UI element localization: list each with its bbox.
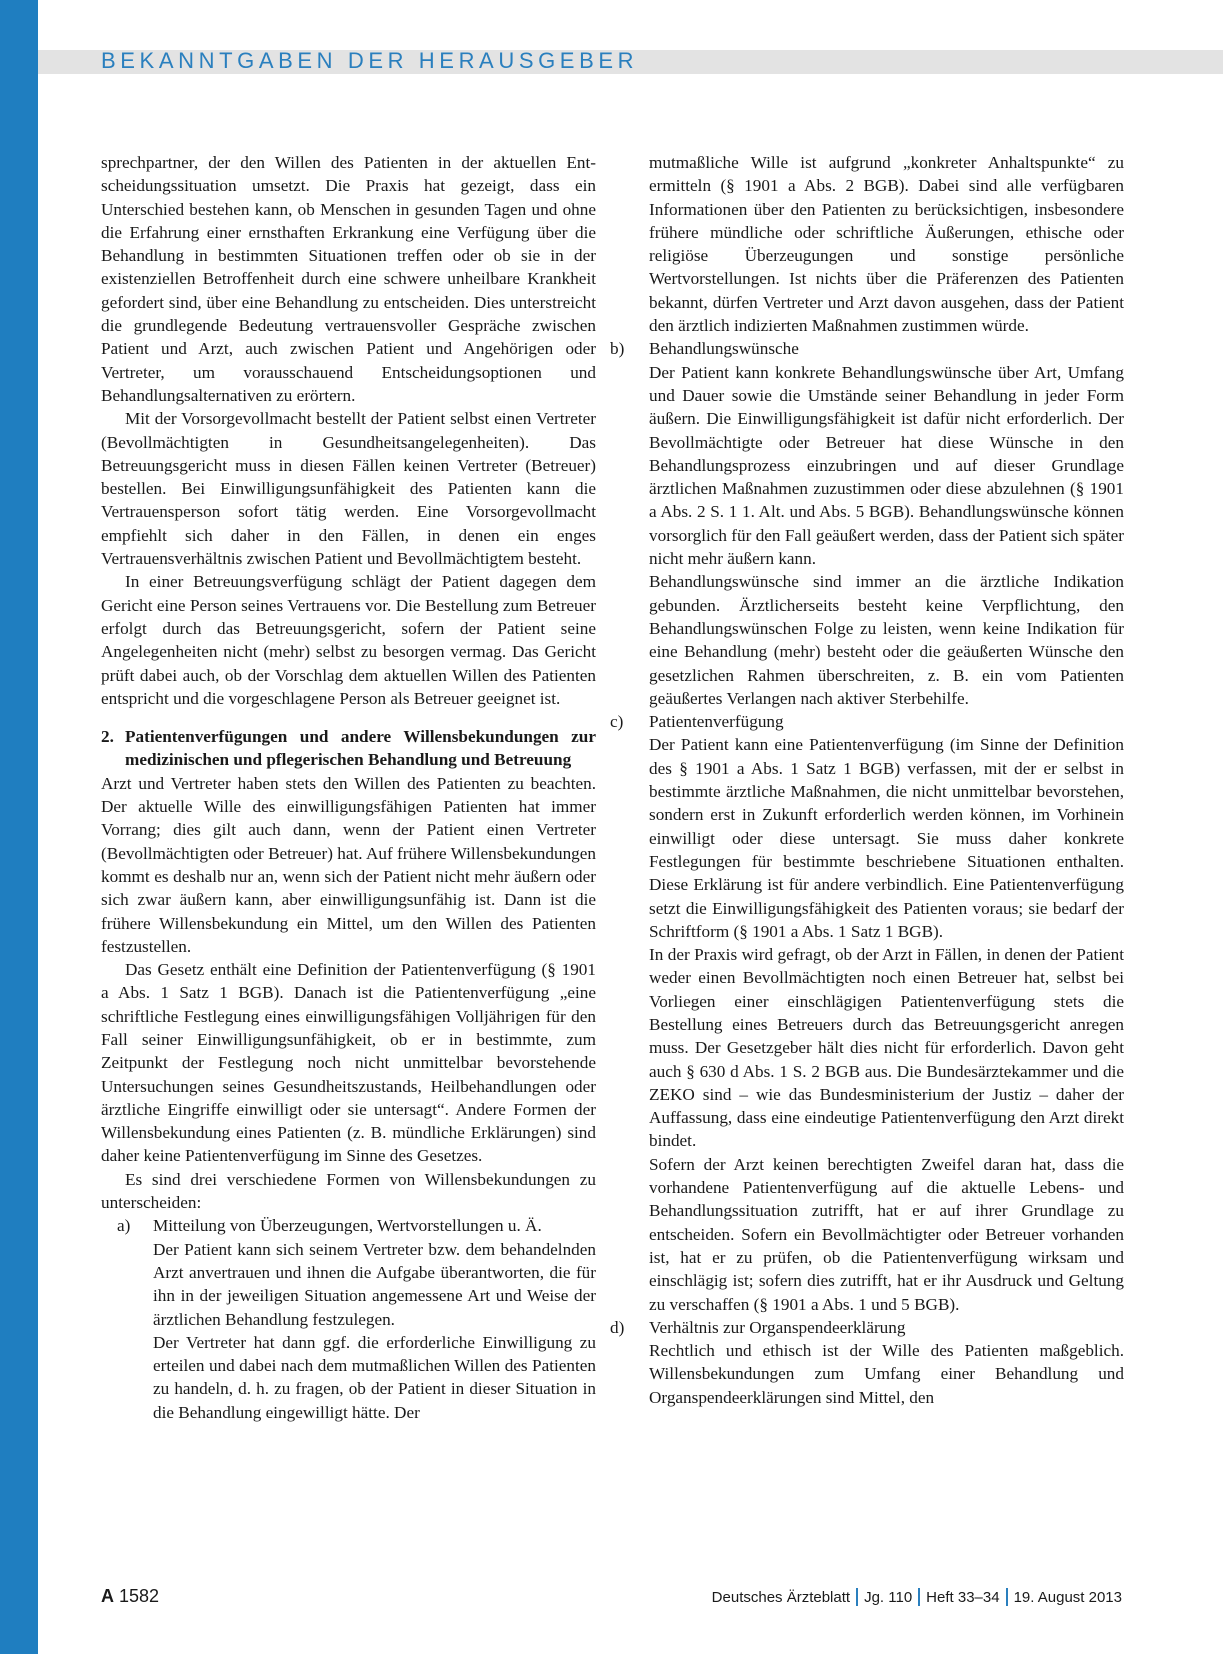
footer-separator	[856, 1588, 858, 1606]
footer-separator	[918, 1588, 920, 1606]
paragraph: Der Patient kann eine Patientenverfügung (im Sinne der Definition des § 1901 a Abs. 1 Satz 1 BGB) verfassen, mit der er selbst in bestimmte ärztliche Maßnahmen, die nicht unmittelbar bevorstehen, sondern erst in Zukunft erforderlich werden können, im Vorhinein einwilligt oder diese untersagt. Sie muss daher konkrete Festlegungen für bestimmte beschriebene Situationen enthalten. Diese Erklärung ist für andere verbindlich. Eine Patientenverfügung setzt die Einwilligungsfähigkeit des Patienten voraus; sie bedarf der Schriftform (§ 1901 a Abs. 1 Satz 1 BGB).	[649, 735, 1124, 941]
paragraph: Der Patient kann sich seinem Vertreter bzw. dem behandelnden Arzt anvertrauen und ihnen die Aufgabe überantworten, die für ihn in der jeweiligen Situation angemessene Art und Weise der ärztlichen Behandlung festzulegen.	[153, 1239, 596, 1329]
list-item	[610, 1316, 1124, 1409]
list-item-title: Mitteilung von Überzeugungen, Wertvorstellungen u. Ä.	[153, 1216, 542, 1236]
right-column	[610, 151, 1124, 1409]
section-header-title: BEKANNTGABEN DER HERAUSGEBER	[101, 48, 639, 73]
list-item-label: a)	[117, 1216, 131, 1236]
paragraph: In einer Betreuungsverfügung schlägt der Patient dagegen dem Gericht eine Person seines Vertrauens vor. Die Bestellung zum Betreuer erfolgt durch das Betreuungsgericht, sofern der Patient seine Angelegenheiten nicht (mehr) selbst zu besorgen vermag. Das Gericht prüft dabei auch, ob der Vorschlag dem aktuellen Willen des Patienten entspricht und die vorgeschlagene Person als Betreuer geeignet ist.	[101, 572, 596, 708]
left-column	[101, 151, 596, 1424]
page-number-value: 1582	[119, 1586, 160, 1606]
list-item-title: Behandlungswünsche	[649, 339, 799, 359]
list-item-title: Verhältnis zur Organspendeerklärung	[649, 1317, 906, 1337]
paragraph: Arzt und Vertreter haben stets den Willen des Patienten zu beachten. Der aktuelle Wille des einwilligungsfähigen Patienten hat immer Vorrang; dies gilt auch dann, wenn der Patient einen Vertreter (Bevollmächtigten oder Betreuer) hat. Auf frühere Willensbekundungen kommt es deshalb nur an, wenn sich der Patient nicht mehr äußern oder sich zwar äußern kann, aber einwilligungsunfähig ist. Dann ist die frühere Willensbekundung ein Mittel, um den Willen des Patienten festzustellen.	[101, 773, 596, 956]
footer-separator	[1006, 1588, 1008, 1606]
list-item-label: c)	[610, 712, 624, 732]
page-prefix: A	[101, 1586, 114, 1606]
section-title: Patientenverfügungen und andere Willensbekundungen zur medizinischen und pflegerischen Behandlung und Betreuung	[125, 727, 596, 770]
paragraph: Sofern der Arzt keinen berechtigten Zweifel daran hat, dass die vorhandene Patientenverfügung auf die aktuelle Lebens- und Behandlungssituation zutrifft, hat er auf ihrer Grundlage zu entscheiden. Sofern ein Bevollmächtigter oder Betreuer vorhanden ist, hat er zu prüfen, ob die Patientenverfügung wirksam und einschlägig ist; sofern dies zutrifft, hat er ihr Ausdruck und Geltung zu verschaffen (§ 1901 a Abs. 1 und 5 BGB).	[649, 1154, 1124, 1314]
paragraph: mutmaßliche Wille ist aufgrund „konkreter Anhaltspunkte“ zu ermitteln (§ 1901 a Abs. 2 BGB). Dabei sind alle verfügbaren Informationen über den Patienten zu berücksichtigen, insbesondere frühere mündliche oder schriftliche Äußerungen, ethische oder religiöse Überzeugungen und sonstige persönliche Wertvorstellungen. Ist nichts über die Präferenzen des Patienten bekannt, dürfen Vertreter und Arzt davon ausgehen, dass der Patient den ärztlich indizierten Maßnahmen zustimmen würde.	[649, 153, 1124, 336]
forms-list	[101, 1214, 596, 1424]
list-item	[117, 1214, 596, 1424]
list-item-label: d)	[610, 1317, 625, 1337]
paragraph: Das Gesetz enthält eine Definition der Patientenverfügung (§ 1901 a Abs. 1 Satz 1 BGB). Danach ist die Patientenverfügung „eine schriftliche Festlegung eines einwilligungsfähigen Volljährigen für den Fall seiner Einwilligungsunfähigkeit, ob er in bestimmte, zum Zeitpunkt der Festlegung noch nicht unmittelbar bevorstehende Untersuchungen seines Gesundheitszustands, Heilbehandlungen oder ärztliche Eingriffe einwilligt oder sie untersagt“. Andere Formen der Willensbekundung eines Patienten (z. B. mündliche Erklärungen) sind daher keine Patientenverfügung im Sinne des Gesetzes.	[101, 960, 596, 1166]
journal-volume: Jg. 110	[864, 1588, 913, 1606]
paragraph: In der Praxis wird gefragt, ob der Arzt in Fällen, in denen der Patient weder einen Bevollmächtigten noch einen Betreuer hat, selbst bei Vorliegen einer einschlägigen Patientenverfügung stets die Bestellung eines Betreuers durch das Betreuungsgericht anregen muss. Der Gesetzgeber hält dies nicht für erforderlich. Davon geht auch § 630 d Abs. 1 S. 2 BGB aus. Die Bundesärztekammer und die ZEKO sind – wie das Bundesministerium der Justiz – daher der Auffassung, dass eine eindeutige Patientenverfügung den Arzt direkt bindet.	[649, 945, 1124, 1151]
paragraph: Behandlungswünsche sind immer an die ärztliche Indikation gebunden. Ärztlicherseits besteht keine Verpflichtung, den Behandlungswünschen Folge zu leisten, wenn keine Indikation für eine Behandlung (mehr) besteht oder die geäußerten Wünsche den gesetzlichen Rahmen überschreiten, z. B. ein vom Patienten geäußertes Verlangen nach aktiver Sterbehilfe.	[649, 572, 1124, 708]
paragraph: Der Patient kann konkrete Behandlungswünsche über Art, Umfang und Dauer sowie die Umstände seiner Behandlung in jeder Form äußern. Die Einwilligungsfähigkeit ist dafür nicht erforderlich. Der Bevollmächtigte oder Betreuer hat diese Wünsche in den Behandlungsprozess einzubringen und auf dieser Grundlage ärztlichen Maßnahmen zuzustimmen oder diese abzulehnen (§ 1901 a Abs. 2 S. 1 1. Alt. und Abs. 5 BGB). Behandlungswünsche können vorsorglich für den Fall geäußert werden, dass der Patient sich später nicht mehr äußern kann.	[649, 362, 1124, 569]
paragraph: Der Vertreter hat dann ggf. die erforderliche Einwilligung zu erteilen und dabei nach dem mutmaßlichen Willen des Patienten zu handeln, d. h. zu fragen, ob der Patient in dieser Situation in die Behandlung eingewilligt hätte. Der	[153, 1332, 596, 1422]
page-number	[101, 1586, 159, 1607]
paragraph: Es sind drei verschiedene Formen von Willensbekundungen zu unterscheiden:	[101, 1169, 596, 1213]
paragraph: Mit der Vorsorgevollmacht bestellt der Patient selbst einen Vertreter (Bevollmächtigten in Gesundheitsangelegenheiten). Das Betreuungsgericht muss in diesen Fällen keinen Vertreter (Betreuer) bestellen. Bei Einwilligungsunfähigkeit des Patienten kann die Vertrauensperson sofort tätig werden. Eine Vorsorgevollmacht empfiehlt sich daher in den Fällen, in denen ein enges Vertrauensverhältnis zwischen Patient und Bevollmächtigtem besteht.	[101, 409, 596, 569]
journal-date: 19. August 2013	[1013, 1588, 1122, 1606]
left-color-bar	[0, 0, 38, 1654]
list-item	[610, 710, 1124, 1316]
section-number: 2.	[101, 727, 114, 747]
paragraph: Rechtlich und ethisch ist der Wille des Patienten maßgeblich. Willensbekundungen zum Umfang einer Behandlung und Organspendeerklärungen sind Mittel, den	[649, 1341, 1124, 1407]
section-heading	[101, 725, 596, 772]
journal-name: Deutsches Ärzteblatt	[711, 1588, 851, 1606]
journal-footer	[712, 1588, 1122, 1606]
journal-issue: Heft 33–34	[926, 1588, 1000, 1606]
list-item-label: b)	[610, 339, 625, 359]
list-item	[610, 337, 1124, 710]
list-item-title: Patientenverfügung	[649, 712, 784, 732]
paragraph: sprechpartner, der den Willen des Patienten in der aktuellen Entscheidungssituation umsetzt. Die Praxis hat gezeigt, dass ein Unterschied bestehen kann, ob Menschen in gesunden Tagen und ohne die Erfahrung einer ernsthaften Erkrankung eine Verfügung über die Behandlung in bestimmten Situationen treffen oder ob sie in der existenziellen Betroffenheit durch eine schwere unheilbare Krankheit gefordert sind, über eine Behandlung zu entscheiden. Dies unterstreicht die grundlegende Bedeutung vertrauensvoller Gespräche zwischen Patient und Arzt, auch zwischen Patient und Angehörigen oder Vertreter, um vorausschauend Entscheidungsoptionen und Behandlungsalternativen zu erörtern.	[101, 153, 596, 405]
